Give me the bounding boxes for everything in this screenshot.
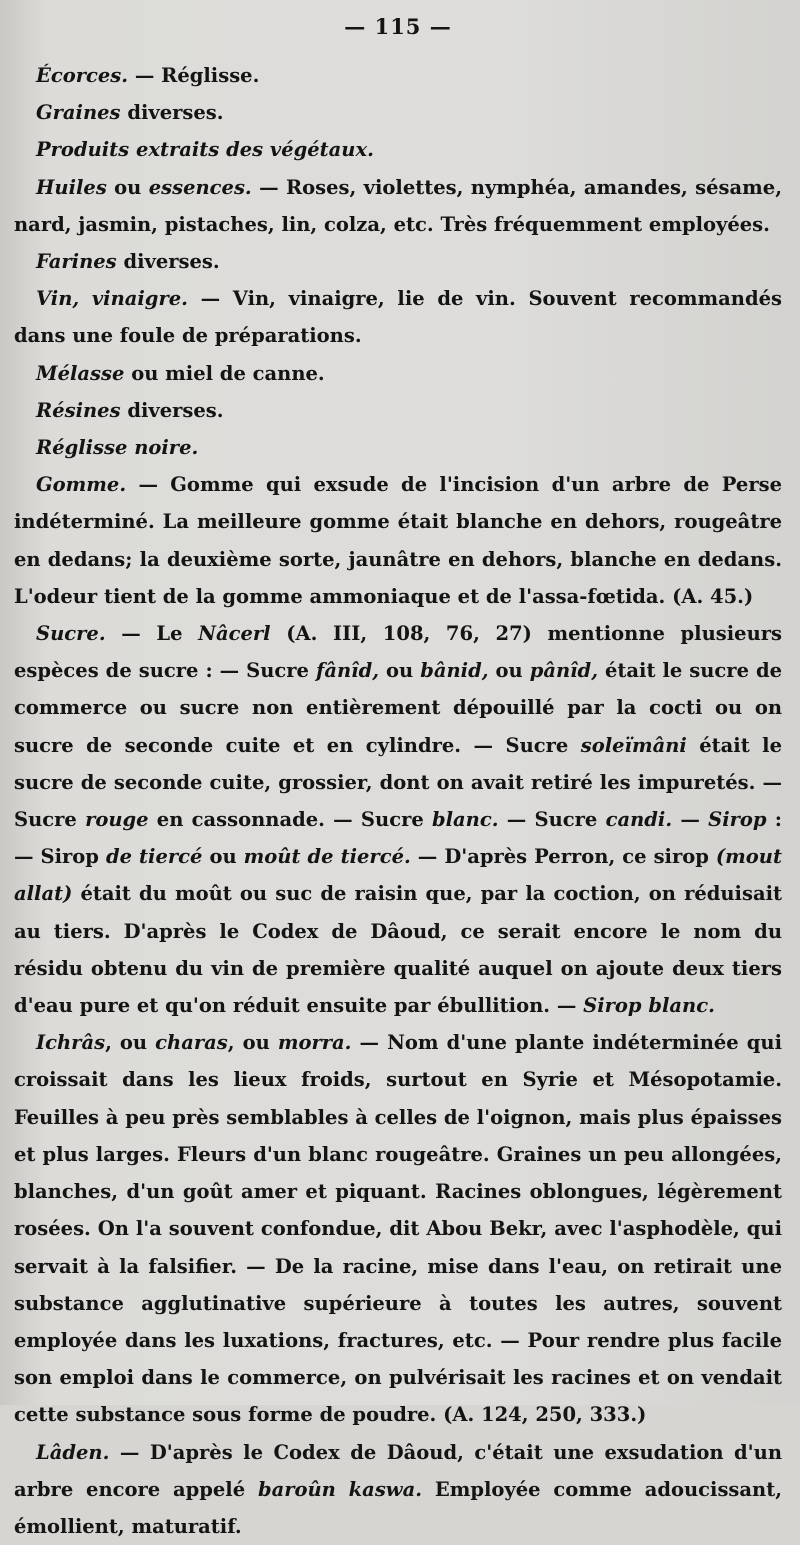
entry-text: ou: [488, 659, 530, 683]
entry-term: Graines: [36, 101, 121, 125]
page-number: — 115 —: [344, 14, 452, 39]
entry-term: Vin, vinaigre.: [36, 287, 188, 311]
entry-text: ou: [379, 659, 421, 683]
entry-text: —: [672, 808, 709, 832]
entry-gomme: [14, 466, 782, 615]
variety-name: baroûn kaswa.: [257, 1477, 423, 1501]
entry-text: était le sucre de commerce ou sucre non entièrement dépouillé par la cocti ou on sucre de seconde cuite et en cylindre. — Sucre: [14, 659, 783, 757]
entry-sucre: [14, 615, 782, 1024]
entry-text: diverses.: [120, 101, 224, 125]
entry-text: — Réglisse.: [128, 64, 260, 87]
variety-name: fânîd,: [315, 659, 380, 683]
entry-text: — Sucre: [498, 808, 606, 832]
entry-ichras: [14, 1024, 782, 1433]
entry-term: Écorces.: [36, 64, 129, 87]
entry-produits: [14, 131, 782, 168]
entry-text: — Nom d'une plante indéterminée qui croissait dans les lieux froids, surtout en Syrie et Mésopotamie. Feuilles à peu près semblables à celles de l'oignon, mais plus épaisses et plus larges. Fleurs d'un blanc rougeâtre. Graines un peu allongées, blanches, d'un goût amer et piquant. Racines oblongues, légèrement rosées. On l'a souvent confondue, dit Abou Bekr, avec l'asphodèle, qui servait à la falsifier. — De la racine, mise dans l'eau, on retirait une substance agglutinative supérieure à toutes les autres, souvent employée dans les luxations, fractures, etc. — Pour rendre plus facile son emploi dans le commerce, on pulvérisait les racines et on vendait cette substance sous forme de poudre. (A. 124, 250, 333.): [14, 1031, 782, 1427]
entry-farines: [14, 243, 782, 280]
variety-name: Sirop: [708, 808, 767, 832]
entry-term: Huiles: [36, 175, 107, 199]
variety-name: pânîd,: [529, 659, 598, 683]
entry-text: ou miel de canne.: [124, 361, 325, 385]
entry-text: en cassonnade. — Sucre: [148, 808, 432, 832]
entry-vin: [14, 280, 782, 354]
entry-text: , ou: [227, 1031, 278, 1055]
entry-term: morra.: [277, 1031, 352, 1055]
entry-text: était le sucre de seconde cuite, grossier, dont on avait retiré les impuretés. — Sucre: [14, 733, 782, 832]
entry-text: (A. III, 108, 76, 27) mentionne plusieurs espèces de sucre : — Sucre: [14, 622, 782, 683]
entry-text: diverses.: [116, 250, 220, 274]
entry-text: ou: [106, 175, 149, 199]
entry-term: Mélasse: [36, 361, 125, 385]
entry-text: — Le: [105, 622, 199, 646]
entry-text: — D'après le Codex de Dâoud, c'était une exsudation d'un arbre encore appelé: [14, 1440, 782, 1501]
entry-text: était du moût ou suc de raisin que, par la coction, on réduisait au tiers. D'après le Codex de Dâoud, ce serait encore le nom du résidu obtenu du vin de première qualité auquel on ajoute deux tiers d'eau pure et qu'on réduit ensuite par ébullition. —: [14, 882, 782, 1018]
entry-reglisse: [14, 429, 782, 466]
variety-name: rouge: [85, 808, 149, 832]
variety-name: bânid,: [420, 659, 489, 683]
entry-text: Employée comme adoucissant, émollient, maturatif.: [14, 1477, 783, 1538]
entry-graines: [14, 94, 782, 131]
variety-name: Sirop blanc.: [583, 994, 715, 1018]
entry-text: ou: [202, 845, 244, 869]
entry-term: charas: [155, 1031, 228, 1055]
entry-term: Gomme.: [36, 473, 127, 497]
entry-text: diverses.: [120, 398, 224, 422]
entry-term: Farines: [36, 250, 117, 274]
variety-name: candi.: [605, 808, 673, 832]
entry-text: , ou: [105, 1031, 156, 1055]
entry-term: Sucre.: [36, 622, 106, 646]
entry-term: essences.: [148, 175, 252, 199]
variety-name: de tiercé: [105, 845, 203, 869]
entry-term: Réglisse noire.: [36, 436, 199, 460]
entry-text: : — Sirop: [14, 808, 782, 869]
variety-name: (mout allat): [14, 845, 782, 906]
entry-text: — D'après Perron, ce sirop: [410, 845, 716, 869]
entry-term: Produits extraits des végétaux.: [36, 138, 374, 162]
variety-name: soleïmâni: [580, 733, 687, 757]
entry-melasse: [14, 355, 782, 392]
entry-term: Ichrâs: [36, 1031, 106, 1055]
entry-resines: [14, 392, 782, 429]
source-title: Nâcerl: [198, 622, 271, 646]
entry-ecorces: [14, 57, 782, 94]
variety-name: blanc.: [432, 808, 499, 832]
variety-name: moût de tiercé.: [243, 845, 411, 869]
entry-term: Lâden.: [36, 1440, 110, 1464]
entry-huiles: [14, 169, 782, 243]
entry-term: Résines: [36, 398, 121, 422]
entry-text: — Gomme qui exsude de l'incision d'un arbre de Perse indéterminé. La meilleure gomme était blanche en dehors, rougeâtre en dedans; la deuxième sorte, jaunâtre en dehors, blanche en dedans. L'odeur tient de la gomme ammoniaque et de l'assa-fœtida. (A. 45.): [14, 473, 782, 608]
entry-text: — Roses, violettes, nymphéa, amandes, sésame, nard, jasmin, pistaches, lin, colza, etc. Très fréquemment employées.: [14, 175, 782, 236]
entry-text: — Vin, vinaigre, lie de vin. Souvent recommandés dans une foule de préparations.: [14, 287, 782, 348]
entry-laden: [14, 1434, 782, 1545]
